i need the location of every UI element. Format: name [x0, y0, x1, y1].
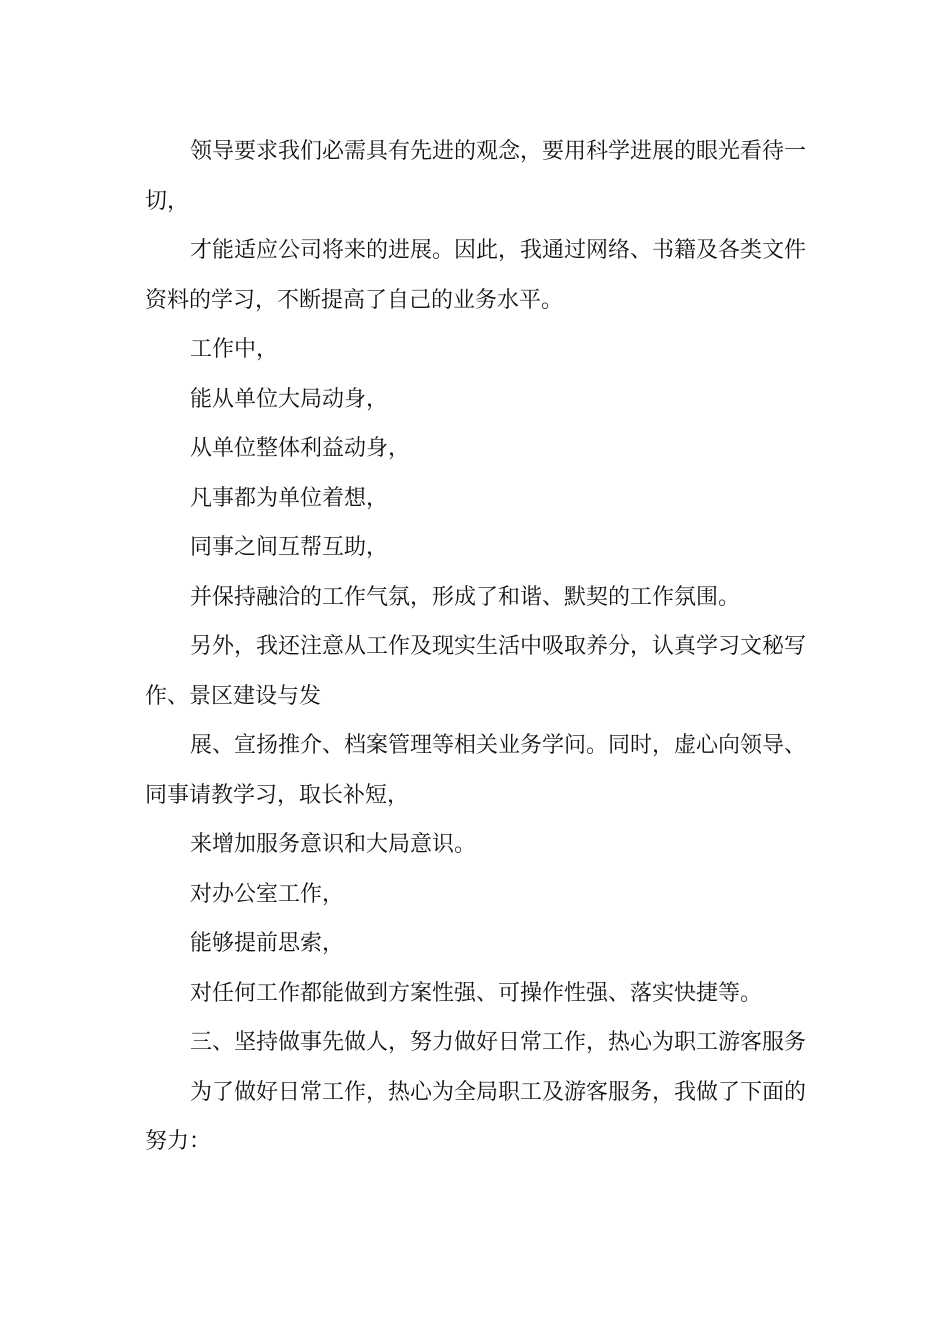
section-heading: 三、坚持做事先做人，努力做好日常工作，热心为职工游客服务 [190, 1030, 807, 1055]
paragraph-8: 并保持融洽的工作气氛，形成了和谐、默契的工作氛围。 [190, 584, 741, 610]
paragraph-11: 来增加服务意识和大局意识。 [190, 832, 477, 857]
paragraph-6: 凡事都为单位着想， [190, 485, 389, 511]
paragraph-10: 展、宣扬推介、档案管理等相关业务学问。同时，虚心向领导、同事请教学习，取长补短， [145, 733, 807, 808]
paragraph-5: 从单位整体利益动身， [190, 436, 411, 461]
paragraph-9: 另外，我还注意从工作及现实生活中吸取养分，认真学习文秘写作、景区建设与发 [145, 634, 807, 709]
paragraph-1: 领导要求我们必需具有先进的观念，要用科学进展的眼光看待一切， [145, 139, 807, 214]
paragraph-12: 对办公室工作， [190, 881, 345, 907]
document-body [145, 127, 825, 1167]
paragraph-13: 能够提前思索， [190, 931, 345, 956]
paragraph-3: 工作中， [190, 337, 279, 362]
paragraph-2: 才能适应公司将来的进展。因此，我通过网络、书籍及各类文件资料的学习，不断提高了自己的业务水平。 [145, 238, 807, 313]
paragraph-16: 为了做好日常工作，热心为全局职工及游客服务，我做了下面的努力： [145, 1079, 807, 1154]
paragraph-14: 对任何工作都能做到方案性强、可操作性强、落实快捷等。 [190, 980, 763, 1006]
paragraph-4: 能从单位大局动身， [190, 386, 389, 412]
paragraph-7: 同事之间互帮互助， [190, 535, 389, 560]
